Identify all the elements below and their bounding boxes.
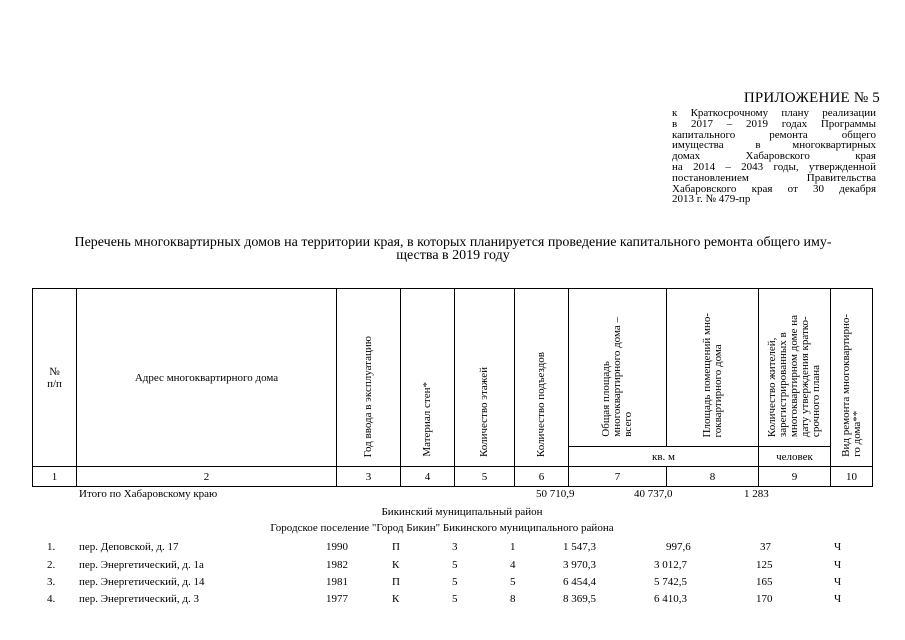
row-residents: 37 (760, 541, 771, 553)
row-rooms-area: 6 410,3 (654, 593, 687, 605)
row-address: пер. Энергетический, д. 1а (79, 559, 204, 571)
column-number: 9 (759, 467, 831, 487)
appendix-line: Хабаровского края от 30 декабря (672, 182, 876, 195)
document-title (38, 236, 868, 262)
row-floors: 5 (452, 593, 458, 605)
column-number: 3 (337, 467, 401, 487)
row-entrances: 4 (510, 559, 516, 571)
row-material: П (392, 541, 400, 553)
row-material: П (392, 576, 400, 588)
row-material: К (392, 593, 400, 605)
row-entrances: 8 (510, 593, 516, 605)
column-number: 8 (667, 467, 759, 487)
appendix-line: капитального ремонта общего (672, 128, 876, 141)
summary-residents: 1 283 (744, 488, 769, 500)
appendix-line: 2013 г. № 479-пр (672, 193, 751, 206)
header-rooms-area: Площадь помещений мно- гоквартирного дома (667, 289, 759, 447)
unit-people: человек (759, 447, 831, 467)
column-number: 6 (515, 467, 569, 487)
unit-area: кв. м (569, 447, 759, 467)
appendix-line: постановлением Правительства (672, 171, 876, 184)
row-floors: 5 (452, 576, 458, 588)
appendix-line: имущества в многоквартирных (672, 139, 876, 152)
row-material: К (392, 559, 400, 571)
appendix-line: в 2017 – 2019 годах Программы (672, 117, 876, 130)
header-total-area: Общая площадь многоквартирного дома – всего (569, 289, 667, 447)
row-entrances: 5 (510, 576, 516, 588)
row-repair: Ч (834, 593, 842, 605)
title-line: Перечень многоквартирных домов на территории края, в которых планируется проведение капитального ремонта общего иму- (74, 235, 832, 250)
row-entrances: 1 (510, 541, 516, 553)
summary-label: Итого по Хабаровскому краю (79, 488, 218, 500)
row-year: 1977 (326, 593, 348, 605)
appendix-line: на 2014 – 2043 годы, утвержденной (672, 160, 876, 173)
row-num: 2. (47, 559, 56, 571)
row-repair: Ч (834, 559, 842, 571)
summary-rooms-area: 40 737,0 (634, 488, 673, 500)
row-year: 1981 (326, 576, 348, 588)
title-line: щества в 2019 году (396, 248, 510, 263)
row-rooms-area: 997,6 (666, 541, 691, 553)
column-number: 1 (33, 467, 77, 487)
header-floors: Количество этажей (455, 289, 515, 467)
column-number: 10 (831, 467, 873, 487)
row-address: пер. Энергетический, д. 3 (79, 593, 200, 605)
row-address: пер. Энергетический, д. 14 (79, 576, 205, 588)
column-numbers-row (33, 467, 873, 487)
row-total-area: 1 547,3 (563, 541, 596, 553)
row-total-area: 3 970,3 (563, 559, 596, 571)
row-floors: 3 (452, 541, 458, 553)
row-floors: 5 (452, 559, 458, 571)
header-address: Адрес многоквартирного дома (77, 289, 337, 467)
row-rooms-area: 5 742,5 (654, 576, 687, 588)
row-rooms-area: 3 012,7 (654, 559, 687, 571)
column-number: 4 (401, 467, 455, 487)
row-year: 1990 (326, 541, 348, 553)
summary-total-area: 50 710,9 (536, 488, 575, 500)
row-total-area: 6 454,4 (563, 576, 596, 588)
column-number: 2 (77, 467, 337, 487)
appendix-line: домах Хабаровского края (672, 150, 876, 163)
row-residents: 125 (756, 559, 773, 571)
header-entrances: Количество подъездов (515, 289, 569, 467)
district-heading: Бикинский муниципальный район (381, 506, 543, 518)
column-number: 5 (455, 467, 515, 487)
row-residents: 165 (756, 576, 773, 588)
row-num: 4. (47, 593, 56, 605)
header-repair-type: Вид ремонта многоквартирно- го дома** (831, 289, 873, 467)
header-year: Год ввода в эксплуатацию (337, 289, 401, 467)
row-address: пер. Деповской, д. 17 (79, 541, 179, 553)
settlement-heading: Городское поселение "Город Бикин" Бикинского муниципального района (270, 522, 614, 534)
header-num: № п/п (33, 289, 77, 467)
appendix-text (672, 108, 876, 205)
row-year: 1982 (326, 559, 348, 571)
header-material: Материал стен* (401, 289, 455, 467)
row-num: 3. (47, 576, 56, 588)
appendix-line: к Краткосрочному плану реализации (672, 107, 876, 119)
row-repair: Ч (834, 576, 842, 588)
row-repair: Ч (834, 541, 842, 553)
header-residents: Количество жителей, зарегистрированных в многоквартирном доме на дату утверждения кратко- срочного плана (759, 289, 831, 447)
row-total-area: 8 369,5 (563, 593, 596, 605)
row-residents: 170 (756, 593, 773, 605)
header-table (32, 288, 873, 487)
column-number: 7 (569, 467, 667, 487)
row-num: 1. (47, 541, 56, 553)
appendix-title: ПРИЛОЖЕНИЕ № 5 (743, 90, 880, 106)
